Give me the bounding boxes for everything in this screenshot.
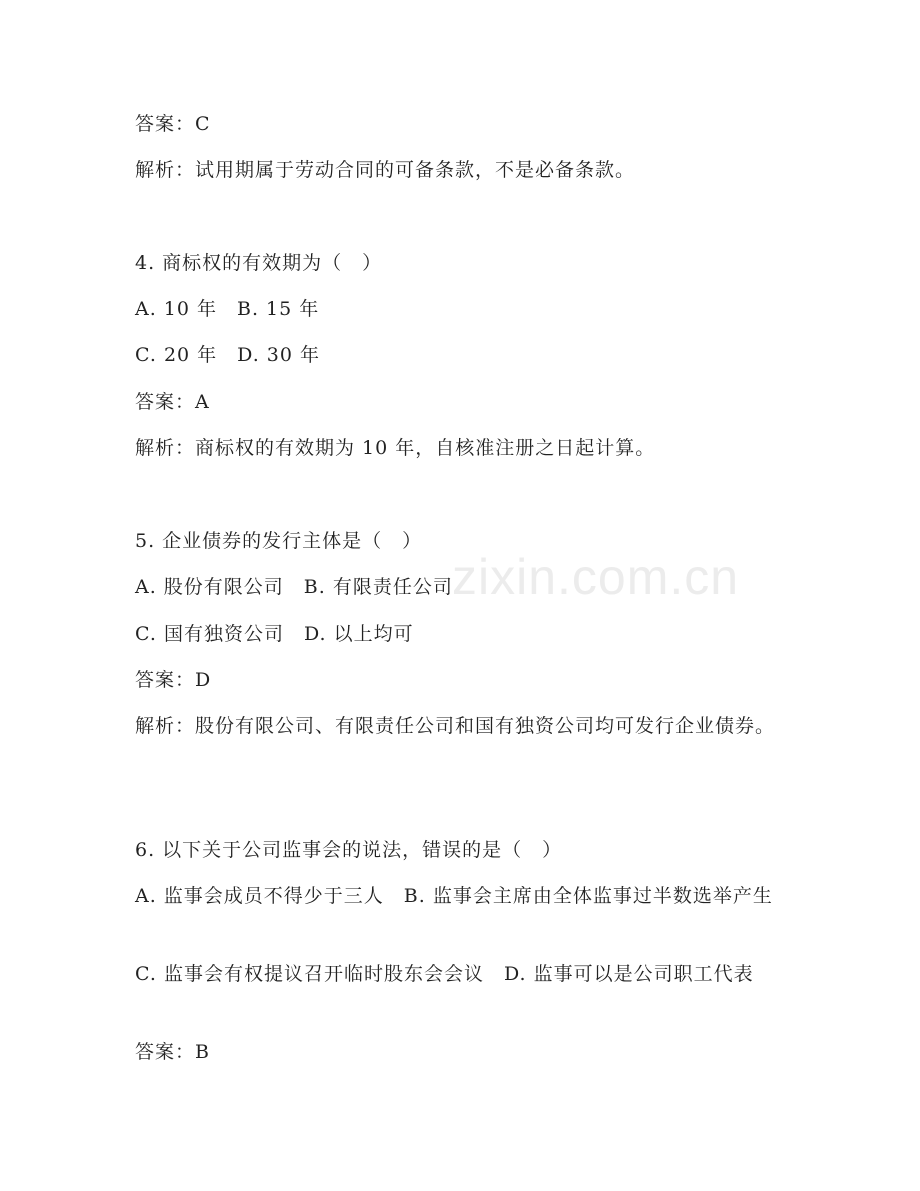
q4-analysis: 解析：商标权的有效期为 10 年，自核准注册之日起计算。: [135, 437, 656, 459]
q4-options-ab: A. 10 年 B. 15 年: [135, 298, 320, 320]
q3-answer: 答案：C: [135, 113, 211, 135]
q5-analysis: 解析：股份有限公司、有限责任公司和国有独资公司均可发行企业债券。: [135, 715, 776, 737]
q6-question: 6. 以下关于公司监事会的说法，错误的是（ ）: [135, 839, 563, 861]
q6-answer: 答案：B: [135, 1041, 210, 1063]
q4-options-cd: C. 20 年 D. 30 年: [135, 344, 321, 366]
q5-question: 5. 企业债券的发行主体是（ ）: [135, 530, 423, 552]
q5-answer: 答案：D: [135, 669, 212, 691]
q6-options-cd: C. 监事会有权提议召开临时股东会会议 D. 监事可以是公司职工代表: [135, 963, 754, 985]
watermark: zixin.com.cn: [452, 549, 740, 605]
q4-question: 4. 商标权的有效期为（ ）: [135, 252, 383, 274]
q5-options-ab: A. 股份有限公司 B. 有限责任公司: [135, 576, 453, 598]
q4-answer: 答案：A: [135, 391, 210, 413]
q5-options-cd: C. 国有独资公司 D. 以上均可: [135, 623, 414, 645]
q6-options-ab: A. 监事会成员不得少于三人 B. 监事会主席由全体监事过半数选举产生: [135, 885, 773, 907]
q3-analysis: 解析：试用期属于劳动合同的可备条款，不是必备条款。: [135, 159, 636, 181]
